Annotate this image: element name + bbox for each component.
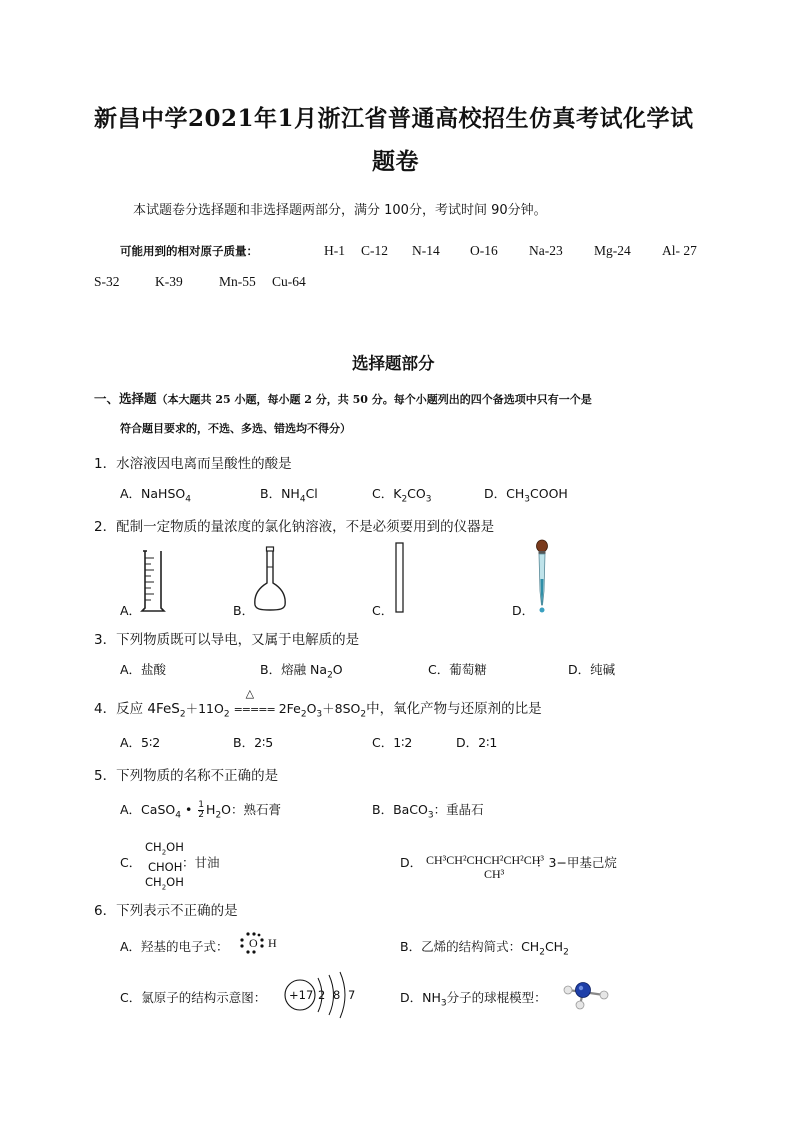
q5-b-tail: ：重晶石 xyxy=(433,802,484,817)
q4-sub2: 2 xyxy=(223,709,230,720)
page-title-line2: 题卷 xyxy=(372,148,419,175)
glycerol-l3-tail: OH xyxy=(166,875,184,890)
q1-d-text: D．CH xyxy=(484,486,525,501)
q3-b-tail: O xyxy=(332,662,343,677)
q1-b-sub: 4 xyxy=(299,494,306,505)
part1-instructions-1: （本大题共 25 小题，每小题 2 分，共 50 分。每个小题列出的四个备选项中只有一个是 xyxy=(156,393,592,406)
q1-option-c xyxy=(372,484,431,505)
q4-question: 中，氧化产物与还原剂的比是 xyxy=(366,701,542,717)
chlorine-shells: 2 8 7 xyxy=(318,988,358,1002)
q3-option-d: D．纯碱 xyxy=(568,662,616,677)
q1-c-text: C．K xyxy=(372,486,402,501)
q3-stem: 3．下列物质既可以导电，又属于电解质的是 xyxy=(94,632,360,648)
q5-option-b xyxy=(372,800,484,821)
intro-text: 本试题卷分选择题和非选择题两部分，满分 100分，考试时间 90分钟。 xyxy=(133,203,547,218)
hydroxyl-o: O xyxy=(249,936,258,950)
q6-stem: 6．下列表示不正确的是 xyxy=(94,903,238,919)
mass-n: N-14 xyxy=(412,243,440,258)
q5-option-c-label: C． xyxy=(120,855,142,870)
mass-mn: Mn-55 xyxy=(219,274,256,289)
glass-rod-icon xyxy=(394,542,406,614)
section-title: 选择题部分 xyxy=(352,354,435,373)
q3-option-b xyxy=(260,660,343,681)
q1-a-text: A．NaHSO xyxy=(120,486,186,501)
q5-option-d-label: D． xyxy=(400,855,423,870)
q5-stem: 5．下列物质的名称不正确的是 xyxy=(94,768,279,784)
q1-option-d xyxy=(484,484,568,505)
q4-product2: ＋8SO xyxy=(322,701,361,716)
q6-b-mid: CH xyxy=(544,939,564,954)
q4-sub3: 2 xyxy=(300,709,307,720)
q5-a-frac-den: 2 xyxy=(198,810,205,820)
q5-b-text: B．BaCO xyxy=(372,802,428,817)
q4-option-c: C．1∶2 xyxy=(372,735,413,750)
q2-option-a-label: A． xyxy=(120,603,142,618)
q4-product1: 2Fe xyxy=(278,701,301,716)
q2-option-d-label: D． xyxy=(512,603,535,618)
q1-option-a xyxy=(120,484,191,505)
glycerol-line3 xyxy=(145,875,184,895)
dropper-icon xyxy=(534,539,550,615)
hydroxyl-h: H xyxy=(268,936,277,950)
q5-a-frac-num: 1 xyxy=(198,800,205,810)
q6-option-a: A．羟基的电子式： xyxy=(120,939,229,954)
glycerol-l1-sub: 2 xyxy=(161,848,167,857)
q1-d-tail: COOH xyxy=(530,486,568,501)
q3-option-a: A．盐酸 xyxy=(120,662,167,677)
q4-product1b: O xyxy=(306,701,317,716)
q5-a-sub: 4 xyxy=(175,810,181,821)
mass-mg: Mg-24 xyxy=(594,243,631,258)
mass-o: O-16 xyxy=(470,243,498,258)
q6-option-c: C．氯原子的结构示意图： xyxy=(120,990,267,1005)
q5-d-formula: CH³CH²CHCH²CH²CH³ xyxy=(426,853,545,867)
heat-delta-icon: △ xyxy=(245,687,255,700)
q4-reactant2: ＋11O xyxy=(185,701,224,716)
mass-na: Na-23 xyxy=(529,243,563,258)
q5-a-h: H xyxy=(206,802,216,817)
mass-h: H-1 xyxy=(324,243,345,258)
q1-b-tail: Cl xyxy=(305,486,318,501)
q4-option-d: D．2∶1 xyxy=(456,735,498,750)
glycerol-line2 xyxy=(145,860,184,875)
q5-option-a xyxy=(120,800,281,821)
mass-al: Al- 27 xyxy=(662,243,697,258)
ammonia-ball-stick-icon xyxy=(560,978,612,1010)
q1-stem: 1．水溶液因电离而呈酸性的酸是 xyxy=(94,456,292,472)
q5-option-c-tail: ：甘油 xyxy=(182,855,220,870)
mass-s: S-32 xyxy=(94,274,120,289)
q5-a-text: A．CaSO xyxy=(120,802,176,817)
atomic-mass-label: 可能用到的相对原子质量： xyxy=(120,244,258,258)
graduated-cylinder-icon xyxy=(140,548,166,614)
q4-equals: ===== xyxy=(233,703,275,716)
q1-option-b xyxy=(260,484,318,505)
q1-b-text: B．NH xyxy=(260,486,300,501)
q2-option-b-label: B． xyxy=(233,603,255,618)
mass-c: C-12 xyxy=(361,243,388,258)
q5-a-dot: • xyxy=(184,802,193,817)
glycerol-structure xyxy=(145,840,184,896)
glycerol-l3-sub: 2 xyxy=(161,883,167,892)
q4-sub1: 2 xyxy=(179,709,186,720)
mass-k: K-39 xyxy=(155,274,183,289)
q1-a-sub: 4 xyxy=(185,494,191,505)
part1-heading-label: 一、选择题 xyxy=(94,391,157,406)
q6-b-text: B．乙烯的结构简式：CH xyxy=(400,939,540,954)
q5-b-sub: 3 xyxy=(427,810,434,821)
glycerol-l3: CH xyxy=(145,875,162,890)
q4-option-b: B．2∶5 xyxy=(233,735,274,750)
part1-instructions-2: 符合题目要求的，不选、多选、错选均不得分） xyxy=(120,422,351,435)
q5-a-tail: O：熟石膏 xyxy=(221,802,282,817)
q6-b-sub2: 2 xyxy=(563,947,569,958)
q5-option-d-tail: ：3−甲基己烷 xyxy=(536,855,617,870)
q5-a-fraction xyxy=(198,801,204,820)
q1-d-sub: 3 xyxy=(524,494,530,505)
q6-b-sub1: 2 xyxy=(539,947,545,958)
volumetric-flask-icon xyxy=(252,545,288,613)
chlorine-nucleus: +17 xyxy=(289,988,314,1002)
q6-option-d xyxy=(400,988,547,1009)
q6-d-tail: 分子的球棍模型： xyxy=(446,990,547,1005)
q6-d-text: D．NH xyxy=(400,990,441,1005)
q1-c-sub2: 3 xyxy=(425,494,432,505)
q4-sub4: 3 xyxy=(316,709,323,720)
q4-option-a: A．5∶2 xyxy=(120,735,161,750)
glycerol-l1: CH xyxy=(145,840,162,854)
glycerol-l2: CHOH xyxy=(148,860,183,875)
q4-heat-arrow xyxy=(233,687,275,717)
q2-option-c-label: C． xyxy=(372,603,394,618)
q3-b-sub: 2 xyxy=(327,670,333,681)
q1-c-sub1: 2 xyxy=(401,494,408,505)
page-title-line1: 新昌中学2021年1月浙江省普通高校招生仿真考试化学试 xyxy=(94,105,694,132)
q2-stem: 2．配制一定物质的量浓度的氯化钠溶液，不是必须要用到的仪器是 xyxy=(94,519,495,535)
glycerol-line1 xyxy=(145,840,184,860)
q3-option-c: C．葡萄糖 xyxy=(428,662,487,677)
q5-d-branch: CH³ xyxy=(484,867,505,881)
glycerol-l1-tail: OH xyxy=(166,840,184,854)
mass-cu: Cu-64 xyxy=(272,274,306,289)
q6-option-b xyxy=(400,937,569,958)
q5-a-h-sub: 2 xyxy=(215,810,222,821)
part1-heading xyxy=(94,389,592,407)
q4-stem xyxy=(94,687,542,720)
q1-c-mid: CO xyxy=(407,486,426,501)
q4-sub5: 2 xyxy=(360,709,367,720)
q4-reactant1: 4．反应 4FeS xyxy=(94,701,180,717)
q3-b-text: B．熔融 Na xyxy=(260,662,328,677)
q6-d-sub: 3 xyxy=(440,998,447,1009)
